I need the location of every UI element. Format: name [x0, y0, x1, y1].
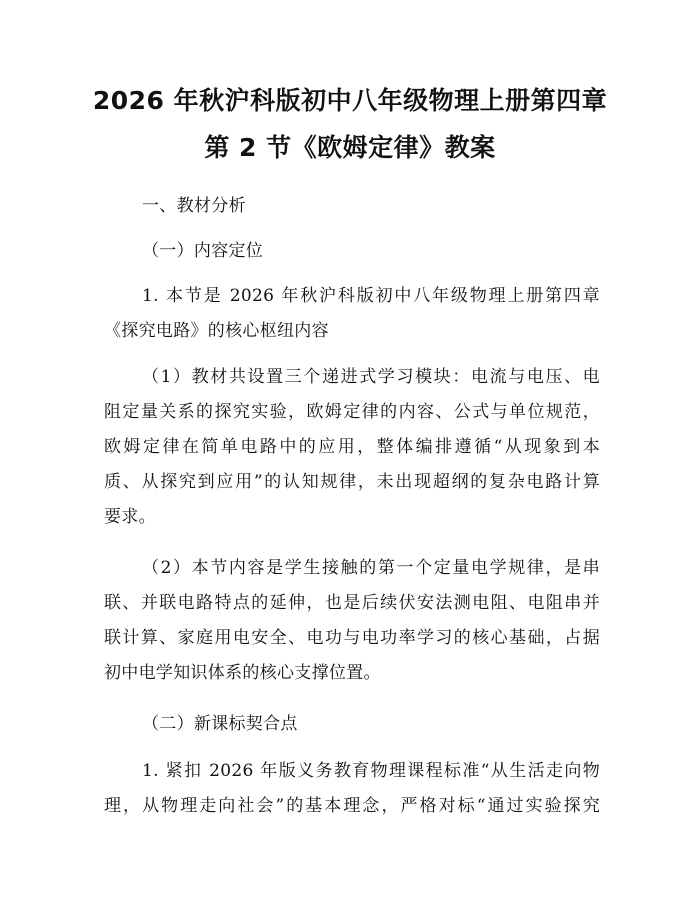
paragraph-2-line-3: 联计算、家庭用电安全、电功与电功率学习的核心基础，占据: [104, 628, 600, 648]
item-1-line-2: 《探究电路》的核心枢纽内容: [104, 321, 329, 341]
paragraph-2-line-1: （2）本节内容是学生接触的第一个定量电学规律，是串: [142, 558, 600, 578]
item-1-line-1: 1. 本节是 2026 年秋沪科版初中八年级物理上册第四章: [142, 286, 600, 306]
item-2-line-2: 理，从物理走向社会”的基本理念，严格对标“通过实验探究: [104, 796, 600, 816]
paragraph-1-line-2: 阻定量关系的探究实验，欧姆定律的内容、公式与单位规范，: [104, 402, 600, 422]
paragraph-1-line-5: 要求。: [104, 507, 156, 527]
subsection-heading-curriculum-alignment: （二）新课标契合点: [142, 714, 298, 734]
item-2-line-1: 1. 紧扣 2026 年版义务教育物理课程标准“从生活走向物: [142, 761, 600, 781]
document-title-line-2: 第 2 节《欧姆定律》教案: [204, 133, 496, 162]
subsection-heading-content-positioning: （一）内容定位: [142, 241, 264, 261]
paragraph-1-line-4: 质、从探究到应用”的认知规律，未出现超纲的复杂电路计算: [104, 472, 600, 492]
paragraph-2-line-4: 初中电学知识体系的核心支撑位置。: [104, 663, 381, 683]
section-heading-textbook-analysis: 一、教材分析: [142, 196, 246, 216]
paragraph-1-line-1: （1）教材共设置三个递进式学习模块：电流与电压、电: [142, 367, 600, 387]
paragraph-1-line-3: 欧姆定律在简单电路中的应用，整体编排遵循“从现象到本: [104, 437, 600, 457]
document-title-line-1: 2026 年秋沪科版初中八年级物理上册第四章: [92, 86, 608, 115]
paragraph-2-line-2: 联、并联电路特点的延伸，也是后续伏安法测电阻、电阻串并: [104, 593, 600, 613]
